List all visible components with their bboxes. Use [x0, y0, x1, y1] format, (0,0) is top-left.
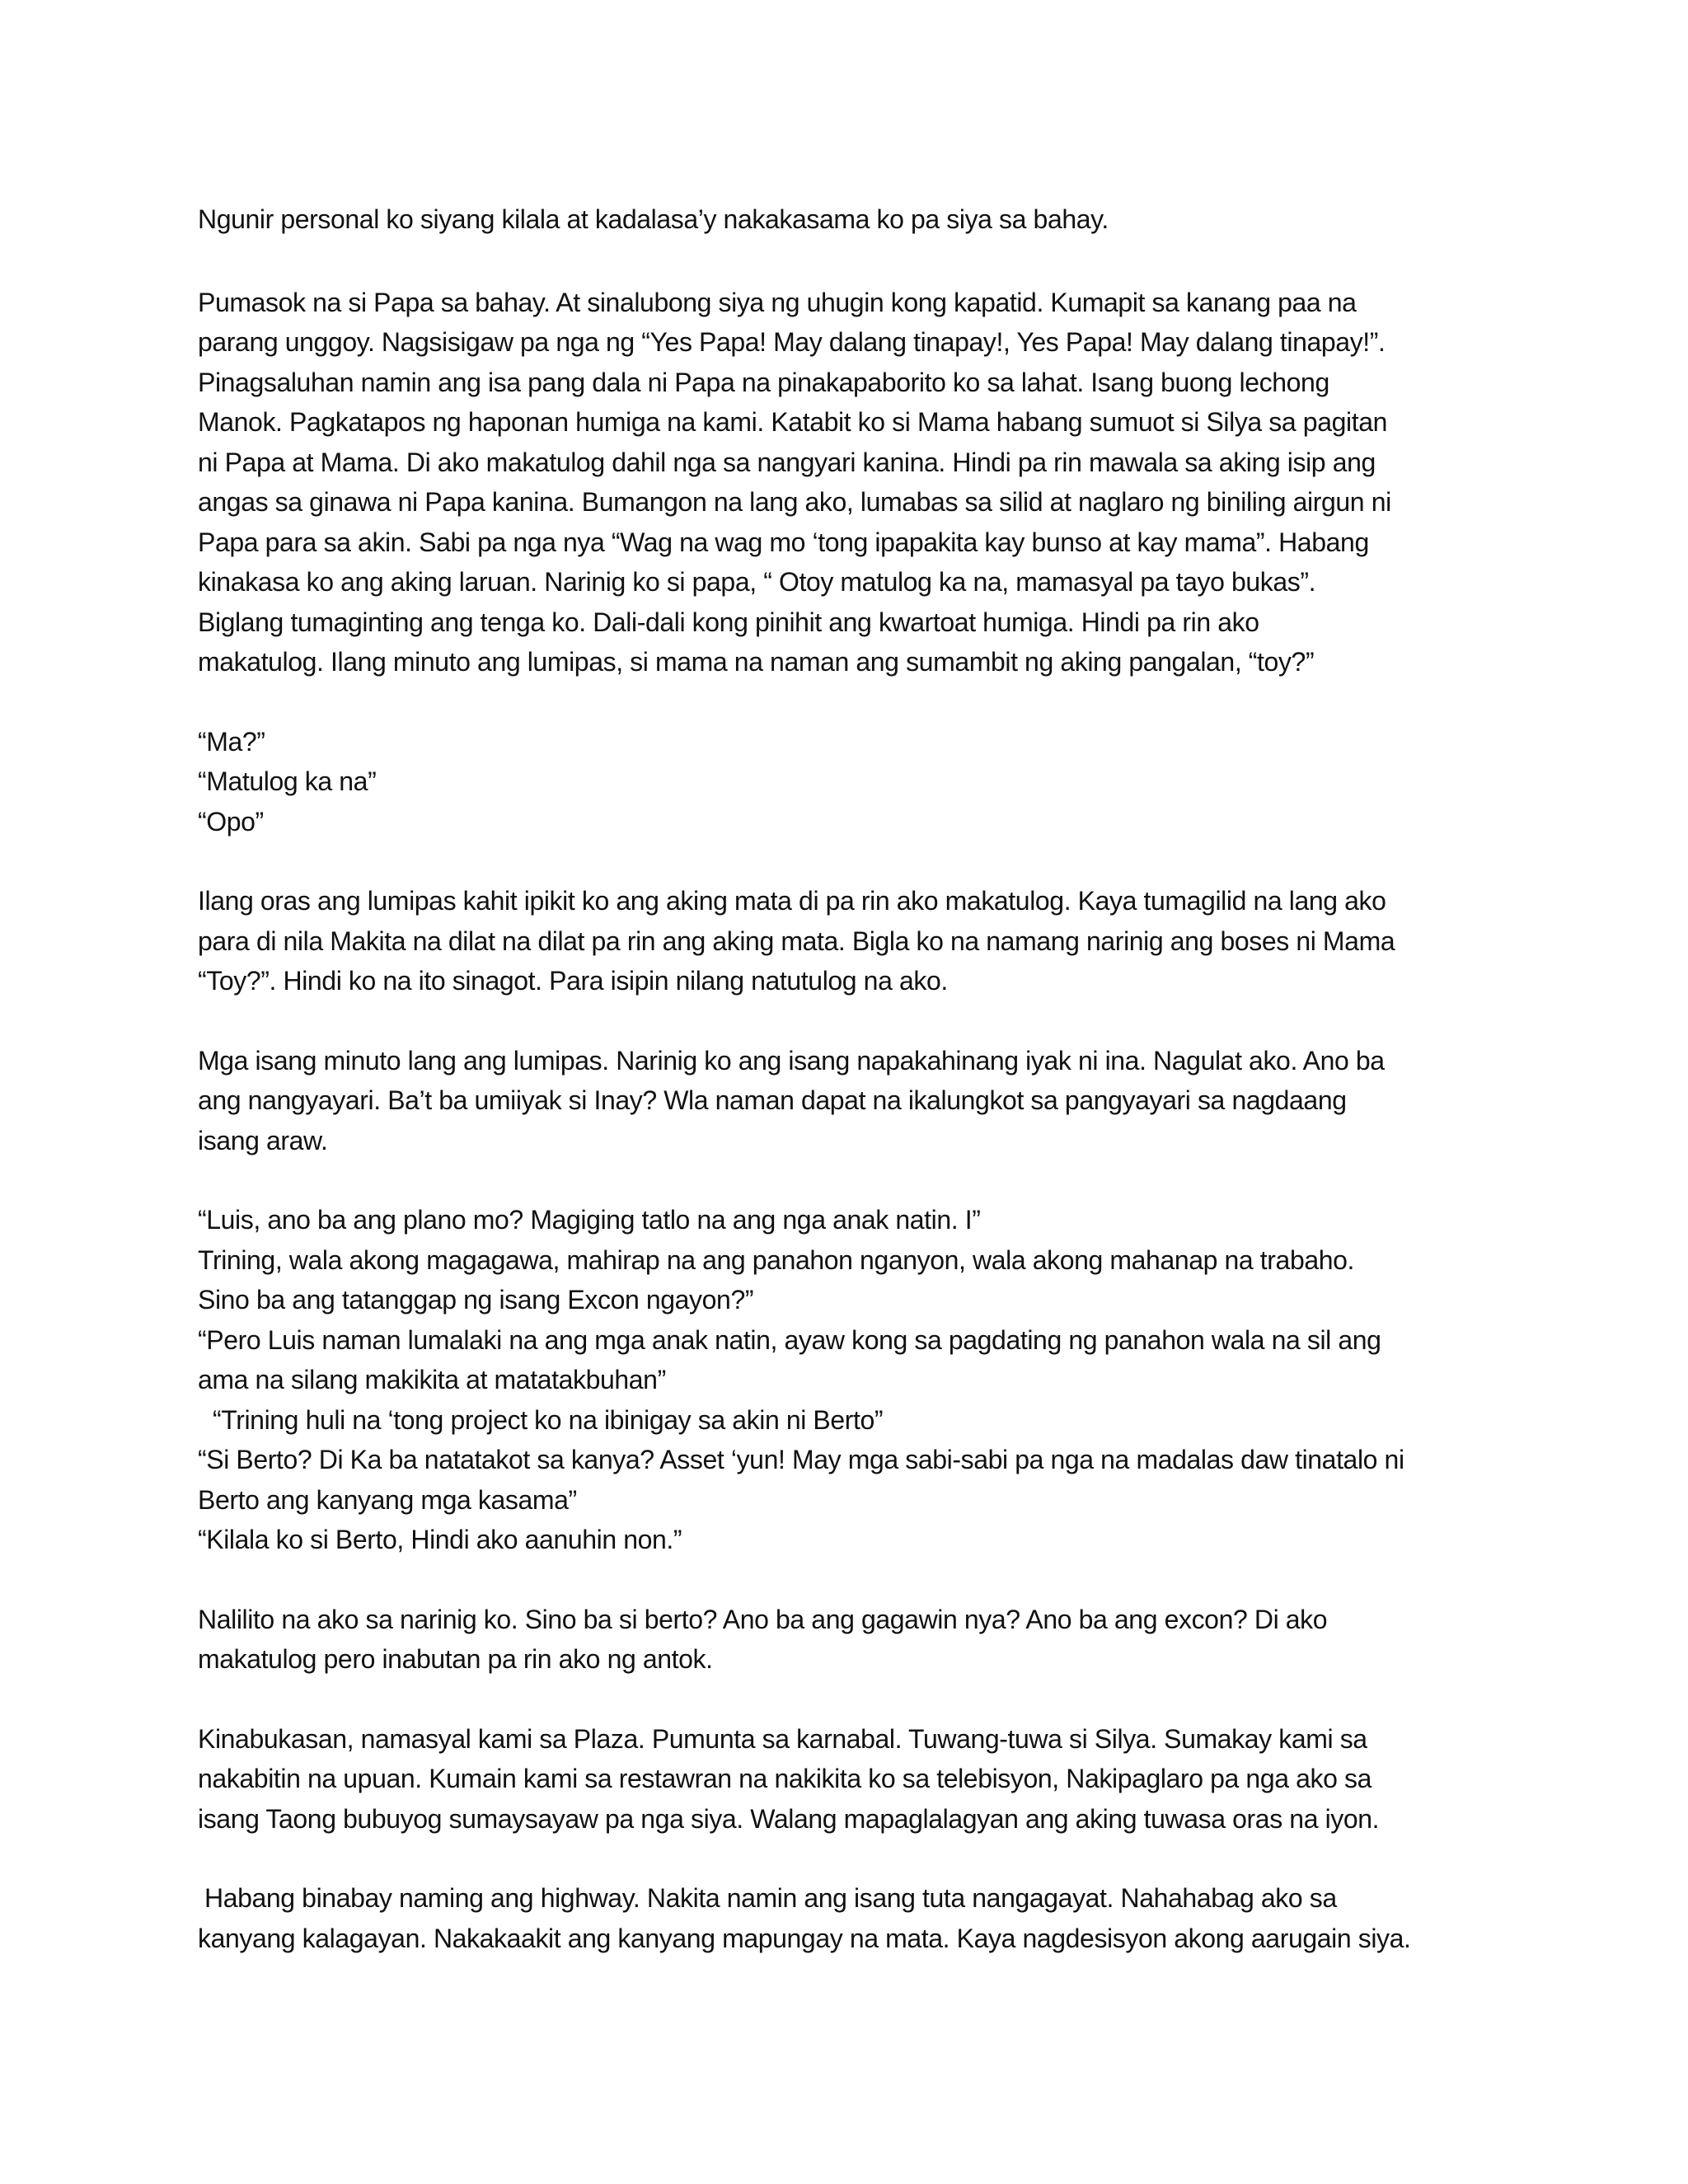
paragraph [198, 1719, 1508, 1840]
text-line: makatulog. Ilang minuto ang lumipas, si mama na naman ang sumambit ng aking pangalan, “toy?” [198, 647, 1315, 677]
paragraph [198, 1200, 1508, 1560]
text-line: angas sa ginawa ni Papa kanina. Bumangon na lang ako, lumabas sa silid at naglaro ng biniling airgun ni [198, 487, 1391, 517]
text-line: Ilang oras ang lumipas kahit ipikit ko ang aking mata di pa rin ako makatulog. Kaya tumagilid na lang ako [198, 886, 1386, 916]
text-line: Pumasok na si Papa sa bahay. At sinalubong siya ng uhugin kong kapatid. Kumapit sa kanang paa na [198, 287, 1357, 317]
text-line: isang araw. [198, 1125, 328, 1155]
text-line: Berto ang kanyang mga kasama” [198, 1484, 577, 1515]
text-line: kinakasa ko ang aking laruan. Narinig ko si papa, “ Otoy matulog ka na, mamasyal pa tayo bukas”. [198, 567, 1316, 597]
document-page [198, 199, 1508, 1958]
paragraph [198, 199, 1508, 240]
text-line: Kinabukasan, namasyal kami sa Plaza. Pumunta sa karnabal. Tuwang-tuwa si Silya. Sumakay kami sa [198, 1723, 1367, 1754]
text-line: “Luis, ano ba ang plano mo? Magiging tatlo na ang nga anak natin. I” [198, 1205, 981, 1235]
text-line: Nalilito na ako sa narinig ko. Sino ba si berto? Ano ba ang gagawin nya? Ano ba ang excon? Di ako [198, 1604, 1328, 1634]
paragraph [198, 722, 1508, 842]
text-line: “Kilala ko si Berto, Hindi ako aanuhin non.” [198, 1525, 682, 1554]
text-line: Mga isang minuto lang ang lumipas. Narinig ko ang isang napakahinang iyak ni ina. Nagulat ako. Ano ba [198, 1045, 1385, 1076]
text-line: para di nila Makita na dilat na dilat pa rin ang aking mata. Bigla ko na namang narinig ang boses ni Mama [198, 926, 1395, 956]
text-line: parang unggoy. Nagsisigaw pa nga ng “Yes Papa! May dalang tinapay!, Yes Papa! May dalang tinapay!”. [198, 327, 1386, 357]
text-line: Habang binabay naming ang highway. Nakita namin ang isang tuta nangagayat. Nahahabag ako sa [204, 1883, 1337, 1913]
text-line: Biglang tumaginting ang tenga ko. Dali-dali kong pinihit ang kwartoat humiga. Hindi pa rin ako [198, 607, 1259, 637]
text-line: Ngunir personal ko siyang kilala at kadalasa’y nakakasama ko pa siya sa bahay. [198, 204, 1109, 234]
text-line: Sino ba ang tatanggap ng isang Excon ngayon?” [198, 1285, 754, 1315]
paragraph [198, 283, 1508, 682]
text-line: Papa para sa akin. Sabi pa nga nya “Wag na wag mo ‘tong ipapakita kay bunso at kay mama”. Habang [198, 527, 1369, 557]
text-line: “Toy?”. Hindi ko na ito sinagot. Para isipin nilang natutulog na ako. [198, 966, 948, 996]
text-line: Manok. Pagkatapos ng haponan humiga na kami. Katabit ko si Mama habang sumuot si Silya sa pagitan [198, 407, 1387, 437]
text-line: “Pero Luis naman lumalaki na ang mga anak natin, ayaw kong sa pagdating ng panahon wala na sil ang [198, 1324, 1381, 1355]
text-line: Pinagsaluhan namin ang isa pang dala ni Papa na pinakapaborito ko sa lahat. Isang buong lechong [198, 367, 1329, 397]
text-line: Trining, wala akong magagawa, mahirap na ang panahon nganyon, wala akong mahanap na trabaho. [198, 1244, 1355, 1275]
text-line: “Opo” [198, 806, 264, 837]
paragraph [198, 1878, 1508, 1958]
text-line: nakabitin na upuan. Kumain kami sa restawran na nakikita ko sa telebisyon, Nakipaglaro pa nga ako sa [198, 1764, 1372, 1793]
text-line: “Trining huli na ‘tong project ko na ibinigay sa akin ni Berto” [213, 1404, 884, 1435]
text-line: ama na silang makikita at matatakbuhan” [198, 1365, 666, 1394]
text-line: “Si Berto? Di Ka ba natatakot sa kanya? Asset ‘yun! May mga sabi-sabi pa nga na madalas daw tinatalo ni [198, 1445, 1404, 1474]
text-line: isang Taong bubuyog sumaysayaw pa nga siya. Walang mapaglalagyan ang aking tuwasa oras na iyon. [198, 1803, 1380, 1834]
paragraph [198, 881, 1508, 1001]
text-line: ang nangyayari. Ba’t ba umiiyak si Inay? Wla naman dapat na ikalungkot sa pangyayari sa nagdaang [198, 1085, 1347, 1115]
text-line: “Matulog ka na” [198, 766, 377, 796]
text-line: makatulog pero inabutan pa rin ako ng antok. [198, 1644, 713, 1674]
text-line: ni Papa at Mama. Di ako makatulog dahil nga sa nangyari kanina. Hindi pa rin mawala sa aking isip ang [198, 447, 1376, 477]
text-line: “Ma?” [198, 726, 265, 757]
text-line: kanyang kalagayan. Nakakaakit ang kanyang mapungay na mata. Kaya nagdesisyon akong aarugain siya. [198, 1923, 1411, 1953]
paragraph [198, 1041, 1508, 1161]
paragraph [198, 1600, 1508, 1680]
